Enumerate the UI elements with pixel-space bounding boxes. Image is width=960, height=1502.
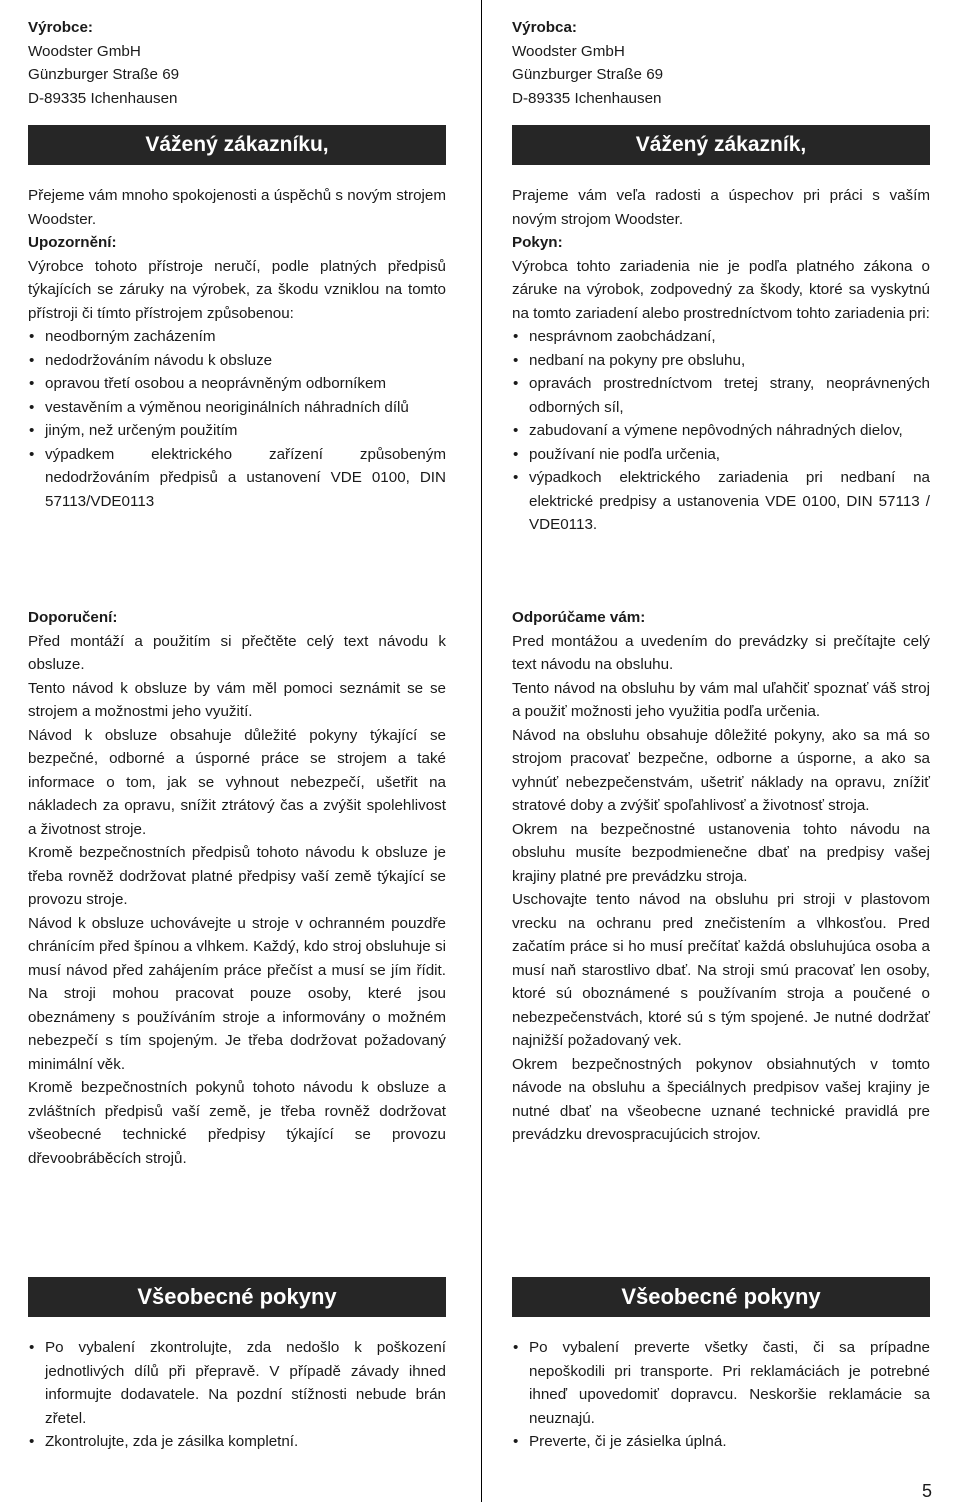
list-item: • zabudovaní a výmene nepôvodných náhradných dielov, [512, 419, 930, 443]
paragraph: Kromě bezpečnostních pokynů tohoto návodu k obsluze a zvláštních předpisů vaší země, je třeba rovněž dodržovat všeobecné technické předpisy týkající se provozu dřevoobráběcích strojů. [28, 1079, 446, 1167]
list-item: • opravách prostredníctvom tretej strany, neoprávnených odborných síl, [512, 372, 930, 419]
list-item: • neodborným zacházením [28, 325, 446, 349]
list-item: • nedodržováním návodu k obsluze [28, 349, 446, 373]
manufacturer-name: Woodster GmbH [28, 42, 141, 60]
notice-list [512, 325, 930, 537]
paragraph: Návod k obsluze uchovávejte u stroje v ochranném pouzdře chránícím před špínou a vlhkem. Každý, kdo stroj obsluhuje si musí návod před zahájením práce přečíst a musí se jím řídit. Na stroji mohou pracovat pouze osoby, které jsou obeznámeny s používáním stroje a informovány o možném nebezpečí s tím spojeným. Je třeba dodržovat požadovaný minimální věk. [28, 914, 446, 1073]
intro-text: Prajeme vám veľa radosti a úspechov pri práci s vaším novým strojom Woodster. [512, 187, 930, 228]
list-item: • Po vybalení preverte všetky časti, či sa prípadne nepoškodili pri transporte. Pri reklamáciách je potrebné ihneď upovedomiť dopravcu. Neskoršie reklamácie sa neuznajú. [512, 1336, 930, 1430]
paragraph: Tento návod k obsluze by vám měl pomoci seznámit se se strojem a možnostmi jeho využití. [28, 679, 446, 720]
list-item: • Po vybalení zkontrolujte, zda nedošlo k poškození jednotlivých dílů při přepravě. V případě závady ihned informujte dodavatele. Na pozdní stížnosti nebude brán zřetel. [28, 1336, 446, 1430]
manufacturer-city: D-89335 Ichenhausen [512, 89, 662, 107]
intro-text: Přejeme vám mnoho spokojenosti a úspěchů s novým strojem Woodster. [28, 187, 446, 228]
recommendation-section [28, 606, 446, 1170]
page-number: 5 [921, 1481, 932, 1501]
list-item: • Zkontrolujte, zda je zásilka kompletní. [28, 1430, 446, 1454]
general-section [512, 1336, 930, 1454]
recommend-label: Odporúčame vám: [512, 609, 646, 626]
paragraph: Před montáží a použitím si přečtěte celý text návodu k obsluze. [28, 632, 446, 673]
paragraph: Uschovajte tento návod na obsluhu pri stroji v plastovom vrecku na ochranu pred znečistením a vlhkosťou. Pred začatím práce si ho musí prečítať každá obsluhujúca osoba a musí naň starostlivo dbať. Na stroji smú pracovať len osoby, ktoré sú oboznámené s používaním stroja a poučené o nebezpečenstvách, ktoré sú s tým spojené. Je nutné dodržať najnižší požadovaný vek. [512, 891, 930, 1049]
notice-text: Výrobce tohoto přístroje neručí, podle platných předpisů týkajících se záruky na výrobek, za škodu vzniklou na tomto přístroji či tímto přístrojem způsobenou: [28, 257, 446, 322]
list-item: • Preverte, či je zásielka úplná. [512, 1430, 930, 1454]
paragraph: Kromě bezpečnostních předpisů tohoto návodu k obsluze je třeba rovněž dodržovat platné předpisy vaší země týkající se provozu stroje. [28, 844, 446, 908]
list-item: • výpadkoch elektrického zariadenia pri nedbaní na elektrické predpisy a ustanovenia VDE 0100, DIN 57113 / VDE0113. [512, 466, 930, 537]
list-item: • nedbaní na pokyny pre obsluhu, [512, 349, 930, 373]
recommendation-section [512, 606, 930, 1147]
greeting-heading: Vážený zákazník, [512, 125, 930, 165]
list-item: • vestavěním a výměnou neoriginálních náhradních dílů [28, 396, 446, 420]
list-item: • opravou třetí osobou a neoprávněným odborníkem [28, 372, 446, 396]
manufacturer-name: Woodster GmbH [512, 42, 625, 60]
list-item: • jiným, než určeným použitím [28, 419, 446, 443]
notice-text: Výrobca tohto zariadenia nie je podľa platného zákona o záruke na výrobok, zodpovedný za škody, ktoré sa vyskytnú na tomto zariadení alebo prostredníctvom tohto zariadenia pri: [512, 257, 930, 322]
paragraph: Okrem bezpečnostných pokynov obsiahnutých v tomto návode na obsluhu a špeciálnych predpisov vašej krajiny je nutné dbať na všeobecne uznané technické pravidlá pre prevádzku drevospracujúcich strojov. [512, 1055, 930, 1143]
warranty-section [512, 184, 930, 537]
general-heading: Všeobecné pokyny [28, 1277, 446, 1317]
manufacturer-label: Výrobca: [512, 19, 577, 36]
manufacturer-address [28, 16, 446, 110]
list-item: • nesprávnom zaobchádzaní, [512, 325, 930, 349]
list-item: • používaní nie podľa určenia, [512, 443, 930, 467]
general-section [28, 1336, 446, 1454]
paragraph: Pred montážou a uvedením do prevádzky si prečítajte celý text návodu na obsluhu. [512, 632, 930, 673]
general-list [28, 1336, 446, 1454]
notice-label: Pokyn: [512, 234, 563, 251]
column-divider [481, 0, 482, 1502]
recommend-label: Doporučení: [28, 609, 118, 626]
manufacturer-street: Günzburger Straße 69 [28, 66, 180, 83]
manufacturer-address [512, 16, 930, 110]
paragraph: Tento návod na obsluhu by vám mal uľahčiť spoznať váš stroj a použiť možnosti jeho využitia podľa určenia. [512, 679, 930, 720]
manufacturer-street: Günzburger Straße 69 [512, 66, 664, 83]
paragraph: Návod k obsluze obsahuje důležité pokyny týkající se bezpečné, odborné a úsporné práce se strojem a také informace o tom, jak se vyhnout nebezpečí, ušetřit na nákladech za opravu, snížit ztrátový čas a zvýšit spolehlivost a životnost stroje. [28, 726, 446, 838]
greeting-heading: Vážený zákazníku, [28, 125, 446, 165]
manufacturer-label: Výrobce: [28, 19, 93, 36]
notice-list [28, 325, 446, 513]
paragraph: Okrem na bezpečnostné ustanovenia tohto návodu na obsluhu musíte bezpodmienečne dbať na predpisy vašej krajiny platné pre prevádzku stroja. [512, 820, 930, 885]
paragraph: Návod na obsluhu obsahuje dôležité pokyny, ako sa má so strojom pracovať bezpečne, odborne a úsporne, a ako sa vyhnúť nebezpečenstvám, ušetriť náklady na opravu, znížiť stratové doby a zvýšiť spoľahlivosť a životnosť stroja. [512, 726, 930, 814]
warranty-section [28, 184, 446, 513]
general-heading: Všeobecné pokyny [512, 1277, 930, 1317]
manufacturer-city: D-89335 Ichenhausen [28, 89, 178, 107]
notice-label: Upozornění: [28, 234, 117, 251]
list-item: • výpadkem elektrického zařízení způsobeným nedodržováním předpisů a ustanovení VDE 0100, DIN 57113/VDE0113 [28, 443, 446, 514]
general-list [512, 1336, 930, 1454]
